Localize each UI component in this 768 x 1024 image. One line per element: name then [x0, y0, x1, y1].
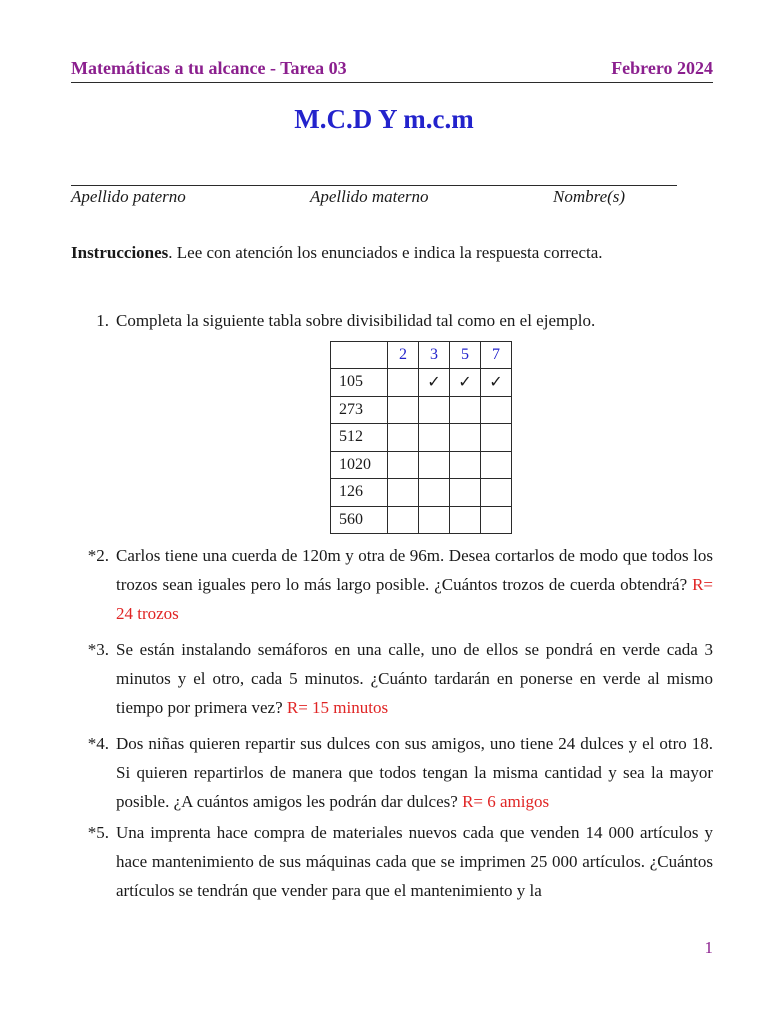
problem-5: [71, 818, 713, 905]
problem-text: Carlos tiene una cuerda de 120m y otra de 96m. Desea cortarlos de modo que todos los trozos sean iguales pero lo más largo posible. ¿Cuántos trozos de cuerda obtendrá?: [116, 546, 713, 594]
table-header-cell: 7: [481, 342, 512, 369]
instructions-text: . Lee con atención los enunciados e indica la respuesta correcta.: [168, 243, 603, 262]
name-fill-line: [71, 185, 677, 186]
row-number: 105: [331, 369, 388, 397]
table-header-row: [331, 342, 512, 369]
table-cell: [481, 424, 512, 452]
table-cell: [419, 396, 450, 424]
header-course-title: Matemáticas a tu alcance - Tarea 03: [71, 58, 347, 78]
problem-number: *3.: [87, 640, 109, 659]
table-row: [331, 396, 512, 424]
problem-text: Una imprenta hace compra de materiales nuevos cada que venden 14 000 artículos y hace mantenimiento de sus máquinas cada que se imprimen 25 000 artículos. ¿Cuántos artículos se tendrán que vender para que el mantenimiento y la: [116, 823, 713, 900]
table-row: [331, 479, 512, 507]
table-cell: [419, 506, 450, 534]
table-cell: [388, 424, 419, 452]
page-title: M.C.D Y m.c.m: [294, 104, 474, 134]
problem-text: Dos niñas quieren repartir sus dulces con sus amigos, uno tiene 24 dulces y el otro 18. Si quieren repartirlos de manera que todos tengan la misma cantidad y sea la mayor posible. ¿A cuántos amigos les podrán dar dulces?: [116, 734, 713, 811]
problem-number: *5.: [87, 823, 109, 842]
table-cell: ✓: [450, 369, 481, 397]
table-cell: [450, 451, 481, 479]
problem-3: [71, 635, 713, 722]
problem-2: [71, 541, 713, 628]
table-row: [331, 451, 512, 479]
table-cell: ✓: [481, 369, 512, 397]
row-number: 126: [331, 479, 388, 507]
instructions: [71, 243, 603, 263]
table-row: [331, 424, 512, 452]
table-header-cell: 3: [419, 342, 450, 369]
table-cell: [450, 396, 481, 424]
row-number: 560: [331, 506, 388, 534]
table-cell: ✓: [419, 369, 450, 397]
table-cell: [481, 451, 512, 479]
header-date: Febrero 2024: [611, 58, 713, 78]
problem-answer: R= 15 minutos: [286, 698, 389, 717]
problem-1: [71, 306, 713, 335]
problem-answer: R= 6 amigos: [462, 792, 550, 811]
page-header: [71, 58, 713, 83]
table-cell: [388, 506, 419, 534]
problem-text: Completa la siguiente tabla sobre divisibilidad tal como en el ejemplo.: [116, 311, 596, 330]
page-number: 1: [704, 938, 713, 957]
table-cell: [388, 451, 419, 479]
table-corner-cell: [331, 342, 388, 369]
problem-number: *4.: [87, 734, 109, 753]
table-cell: [481, 506, 512, 534]
table-cell: [388, 369, 419, 397]
table-cell: [419, 479, 450, 507]
problem-number: *2.: [87, 546, 109, 565]
table-cell: [450, 479, 481, 507]
table-header-cell: 5: [450, 342, 481, 369]
row-number: 273: [331, 396, 388, 424]
row-number: 512: [331, 424, 388, 452]
table-row: [331, 506, 512, 534]
field-apellido-materno: Apellido materno: [310, 187, 429, 206]
table-cell: [388, 479, 419, 507]
row-number: 1020: [331, 451, 388, 479]
table-cell: [419, 424, 450, 452]
table-cell: [481, 396, 512, 424]
problem-4: [71, 729, 713, 816]
table-cell: [481, 479, 512, 507]
table-cell: [419, 451, 450, 479]
divisibility-table: [330, 341, 512, 534]
problem-answer: R= 24 trozos: [116, 575, 713, 623]
field-nombre: Nombre(s): [553, 187, 626, 206]
table-cell: [450, 424, 481, 452]
problem-text: Se están instalando semáforos en una calle, uno de ellos se pondrá en verde cada 3 minutos y el otro, cada 5 minutos. ¿Cuánto tardarán en ponerse en verde al mismo tiempo por primera vez?: [116, 640, 713, 717]
problem-number: 1.: [96, 311, 109, 330]
table-row: [331, 369, 512, 397]
field-apellido-paterno: Apellido paterno: [71, 187, 186, 206]
instructions-label: Instrucciones: [71, 243, 169, 262]
table-cell: [450, 506, 481, 534]
table-cell: [388, 396, 419, 424]
table-header-cell: 2: [388, 342, 419, 369]
